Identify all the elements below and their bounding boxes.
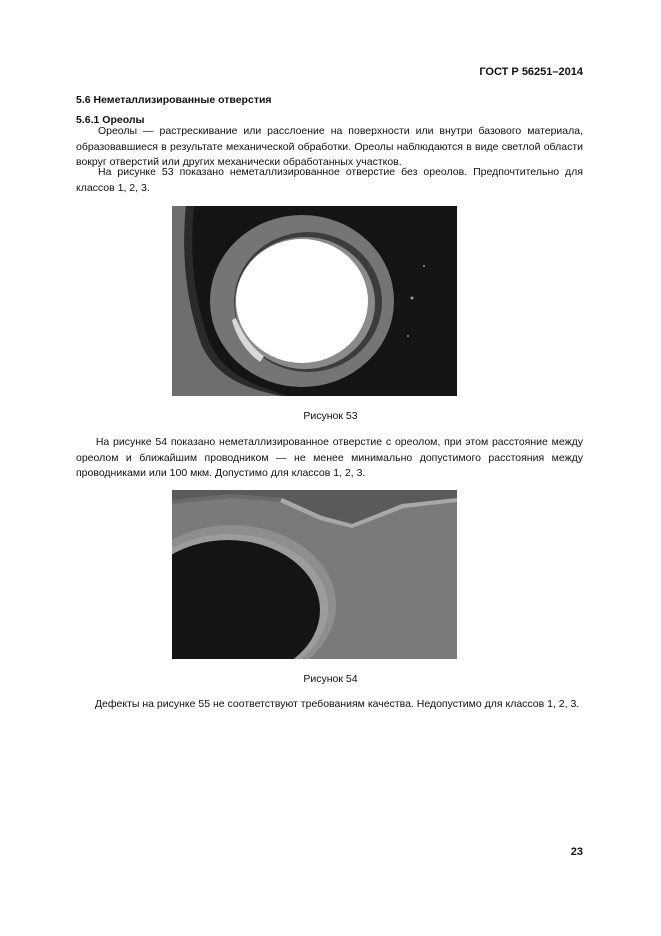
paragraph-fig54-description: На рисунке 54 показано неметаллизированное отверстие с ореолом, при этом расстояние между ореолом и ближайшим проводником — не менее минимально допустимого расстояния между проводниками или 100 мкм. Допустимо для классов 1, 2, 3.: [76, 436, 584, 479]
figure-54-image: [172, 490, 457, 659]
figure-53-caption: Рисунок 53: [303, 410, 358, 422]
figure-54-caption: Рисунок 54: [303, 673, 358, 685]
document-code: ГОСТ Р 56251–2014: [479, 66, 583, 78]
section-title: 5.6 Неметаллизированные отверстия: [76, 94, 272, 106]
paragraph-halo-definition: Ореолы — растрескивание или расслоение на поверхности или внутри базового материала, образовавшиеся в результате механической обработки. Ореолы наблюдаются в виде светлой области вокруг отверстий или других механически обработанных участков.: [76, 125, 583, 168]
paragraph-fig53-description: На рисунке 53 показано неметаллизированное отверстие без ореолов. Предпочтительно для классов 1, 2, 3.: [76, 166, 583, 194]
page-number: 23: [570, 846, 583, 858]
subsection-title: 5.6.1 Ореолы: [76, 114, 145, 126]
paragraph-fig55-description: Дефекты на рисунке 55 не соответствуют требованиям качества. Недопустимо для классов 1, 2, 3.: [94, 698, 580, 710]
figure-53-image: [172, 206, 457, 396]
